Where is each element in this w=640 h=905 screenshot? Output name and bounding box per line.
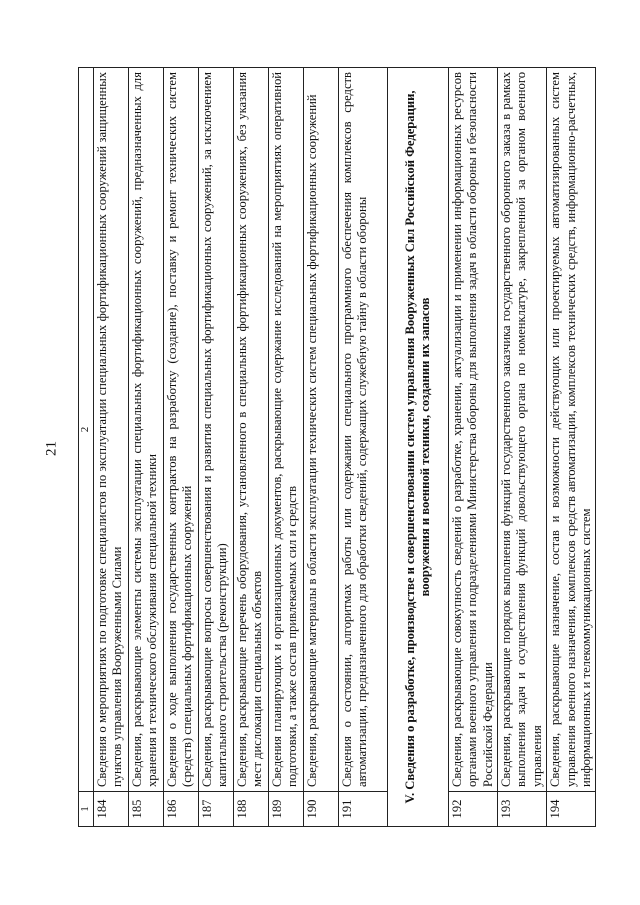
table-row (498, 68, 547, 827)
row-number: 192 (449, 792, 498, 827)
row-number: 193 (498, 792, 547, 827)
row-description: Сведения, раскрывающие материалы в области эксплуатации технических систем специальных фортификационных сооружений (304, 68, 339, 792)
table-row (547, 68, 596, 827)
row-number: 187 (199, 792, 234, 827)
row-number: 190 (304, 792, 339, 827)
table-row (199, 68, 234, 827)
page-number: 21 (43, 441, 60, 456)
row-description: Сведения, раскрывающие элементы системы эксплуатации специальных фортификационных сооружений, предназначенных для хранения и технического обслуживания специальной техники (129, 68, 164, 792)
table-row (449, 68, 498, 827)
row-number: 184 (94, 792, 129, 827)
row-number: 185 (129, 792, 164, 827)
table-row (129, 68, 164, 827)
row-description: Сведения, раскрывающие порядок выполнения функций государственного заказчика государственного оборонного заказа в рамках выполнения задач и осуществления функций довольствующего органа по номенклатуре, закрепленной за органом военного управления (498, 68, 547, 792)
row-description: Сведения, раскрывающие вопросы совершенствования и развития специальных фортификационных сооружений, за исключением капитального строительства (реконструкции) (199, 68, 234, 792)
row-number: 194 (547, 792, 596, 827)
header-col-description: 2 (79, 68, 94, 792)
row-description: Сведения планирующих и организационных документов, раскрывающие содержание исследований на мероприятиях оперативной подготовки, а также состав привлекаемых сил и средств (269, 68, 304, 792)
header-col-number: 1 (79, 792, 94, 827)
table-row (94, 68, 129, 827)
classified-info-table (78, 67, 596, 827)
row-number: 189 (269, 792, 304, 827)
table-row (304, 68, 339, 827)
row-description: Сведения о мероприятиях по подготовке специалистов по эксплуатации специальных фортификационных сооружений защищенных пунктов управления Вооруженными Силами (94, 68, 129, 792)
table-row (269, 68, 304, 827)
row-description: Сведения, раскрывающие совокупность сведений о разработке, хранении, актуализации и применении информационных ресурсов органами военного управления и подразделениями Министерства обороны для выполнения задач в области обороны и безопасности Российской Федерации (449, 68, 498, 792)
section-heading: V. Сведения о разработке, производстве и совершенствовании систем управления Вооруженных Сил Российской Федерации, вооружения и военной техники, создании их запасов (388, 68, 449, 827)
table-row (339, 68, 388, 827)
document-page (78, 67, 593, 827)
row-description: Сведения о состоянии, алгоритмах работы или содержании специального программного обеспечения комплексов средств автоматизации, предназначенного для обработки сведений, содержащих служебную тайну в области обороны (339, 68, 388, 792)
row-description: Сведения о ходе выполнения государственных контрактов на разработку (создание), поставку и ремонт технических систем (средств) специальных фортификационных сооружений (164, 68, 199, 792)
row-number: 191 (339, 792, 388, 827)
row-number: 186 (164, 792, 199, 827)
row-number: 188 (234, 792, 269, 827)
table-header-row (79, 68, 94, 827)
table-row (234, 68, 269, 827)
row-description: Сведения, раскрывающие перечень оборудования, установленного в специальных фортификационных сооружениях, без указания мест дислокации специальных объектов (234, 68, 269, 792)
table-row (164, 68, 199, 827)
row-description: Сведения, раскрывающие назначение, состав и возможности действующих или проектируемых автоматизированных систем управления военного назначения, комплексов средств автоматизации, комплексов технических средств, информационно-расчетных, информационных и телекоммуникационных систем (547, 68, 596, 792)
section-heading-row (388, 68, 449, 827)
